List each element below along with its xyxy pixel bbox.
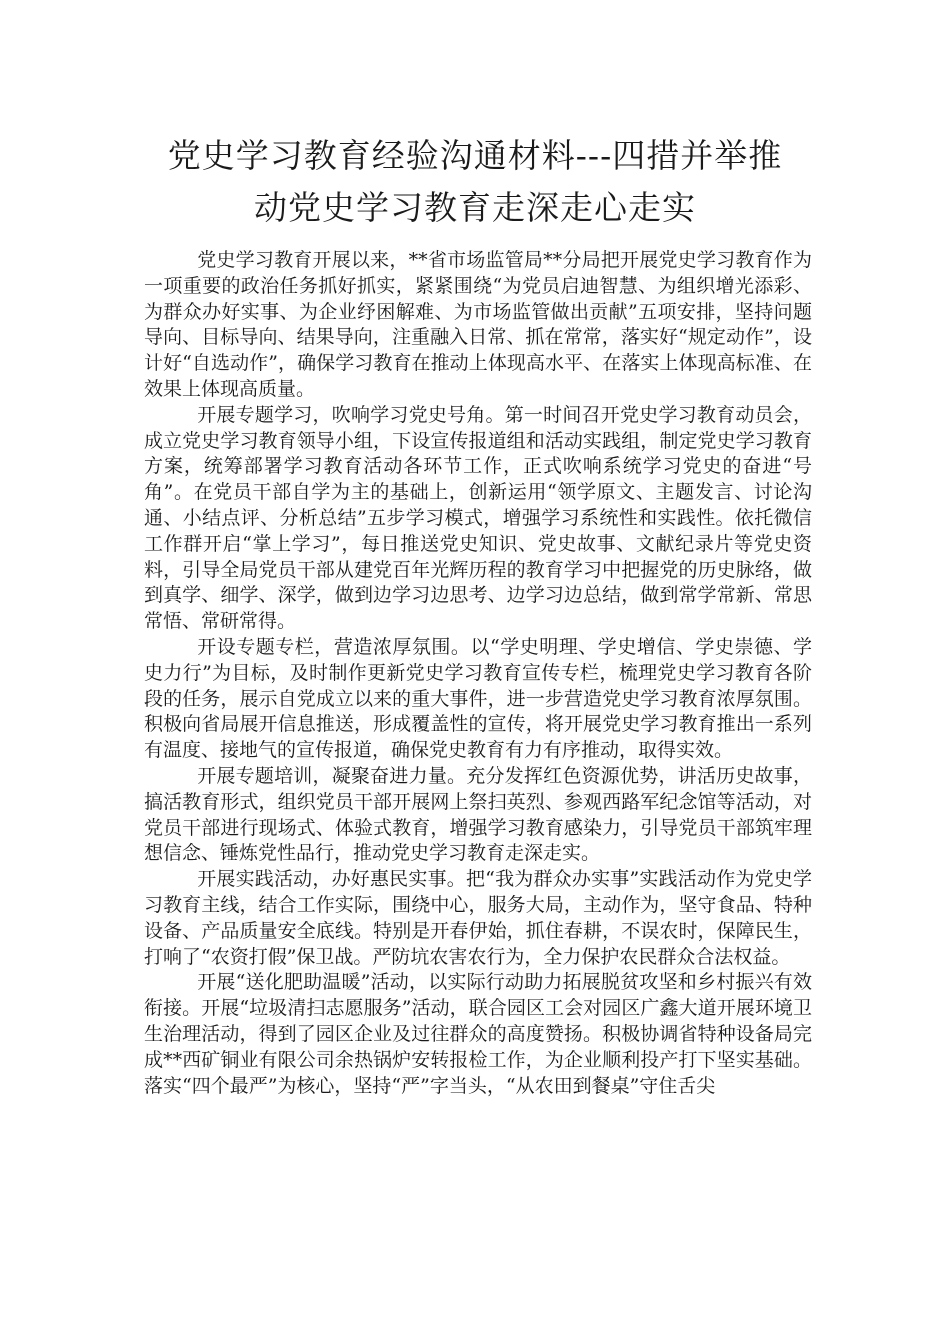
paragraph-study: 开展专题学习，吹响学习党史号角。第一时间召开党史学习教育动员会，成立党史学习教育领导小组，下设宣传报道组和活动实践组，制定党史学习教育方案，统筹部署学习教育活动各环节工作，正式吹响系统学习党史的奋进“号角”。在党员干部自学为主的基础上，创新运用“领学原文、主题发言、讨论沟通、小结点评、分析总结”五步学习模式，增强学习系统性和实践性。依托微信工作群开启“掌上学习”，每日推送党史知识、党史故事、文献纪录片等党史资料，引导全局党员干部从建党百年光辉历程的教育学习中把握党的历史脉络，做到真学、细学、深学，做到边学习边思考、边学习边总结，做到常学常新、常思常悟、常研常得。 (144, 403, 812, 633)
title-line-1: 党史学习教育经验沟通材料---四措并举推 (167, 136, 783, 175)
title-line-2: 动党史学习教育走深走心走实 (254, 188, 696, 227)
document-title (120, 130, 830, 234)
document-body (144, 248, 812, 1099)
paragraph-training: 开展专题培训，凝聚奋进力量。充分发挥红色资源优势，讲活历史故事，搞活教育形式，组织党员干部开展网上祭扫英烈、参观西路军纪念馆等活动，对党员干部进行现场式、体验式教育，增强学习教育感染力，引导党员干部筑牢理想信念、锤炼党性品行，推动党史学习教育走深走实。 (144, 764, 812, 865)
paragraph-column: 开设专题专栏，营造浓厚氛围。以“学史明理、学史增信、学史崇德、学史力行”为目标，及时制作更新党史学习教育宣传专栏，梳理党史学习教育各阶段的任务，展示自党成立以来的重大事件，进一步营造党史学习教育浓厚氛围。积极向省局展开信息推送，形成覆盖性的宣传，将开展党史学习教育推出一系列有温度、接地气的宣传报道，确保党史教育有力有序推动，取得实效。 (144, 635, 812, 762)
paragraph-practice: 开展实践活动，办好惠民实事。把“我为群众办实事”实践活动作为党史学习教育主线，结合工作实际，围绕中心，服务大局，主动作为，坚守食品、特种设备、产品质量安全底线。特别是开春伊始，抓住春耕，不误农时，保障民生，打响了“农资打假”保卫战。严防坑农害农行为，全力保护农民群众合法权益。 (144, 868, 812, 968)
paragraph-activities: 开展“送化肥助温暖”活动，以实际行动助力拓展脱贫攻坚和乡村振兴有效衔接。开展“垃圾清扫志愿服务”活动，联合园区工会对园区广鑫大道开展环境卫生治理活动，得到了园区企业及过往群众的高度赞扬。积极协调省特种设备局完成**西矿铜业有限公司余热锅炉安转报检工作，为企业顺利投产打下坚实基础。落实“四个最严”为核心，坚持“严”字当头，“从农田到餐桌”守住舌尖 (144, 971, 812, 1097)
paragraph-intro: 党史学习教育开展以来，**省市场监管局**分局把开展党史学习教育作为一项重要的政治任务抓好抓实，紧紧围绕“为党员启迪智慧、为组织增光添彩、为群众办好实事、为企业纾困解难、为市场监管做出贡献”五项安排，坚持问题导向、目标导向、结果导向，注重融入日常、抓在常常，落实好“规定动作”，设计好“自选动作”，确保学习教育在推动上体现高水平、在落实上体现高标准、在效果上体现高质量。 (144, 249, 812, 400)
